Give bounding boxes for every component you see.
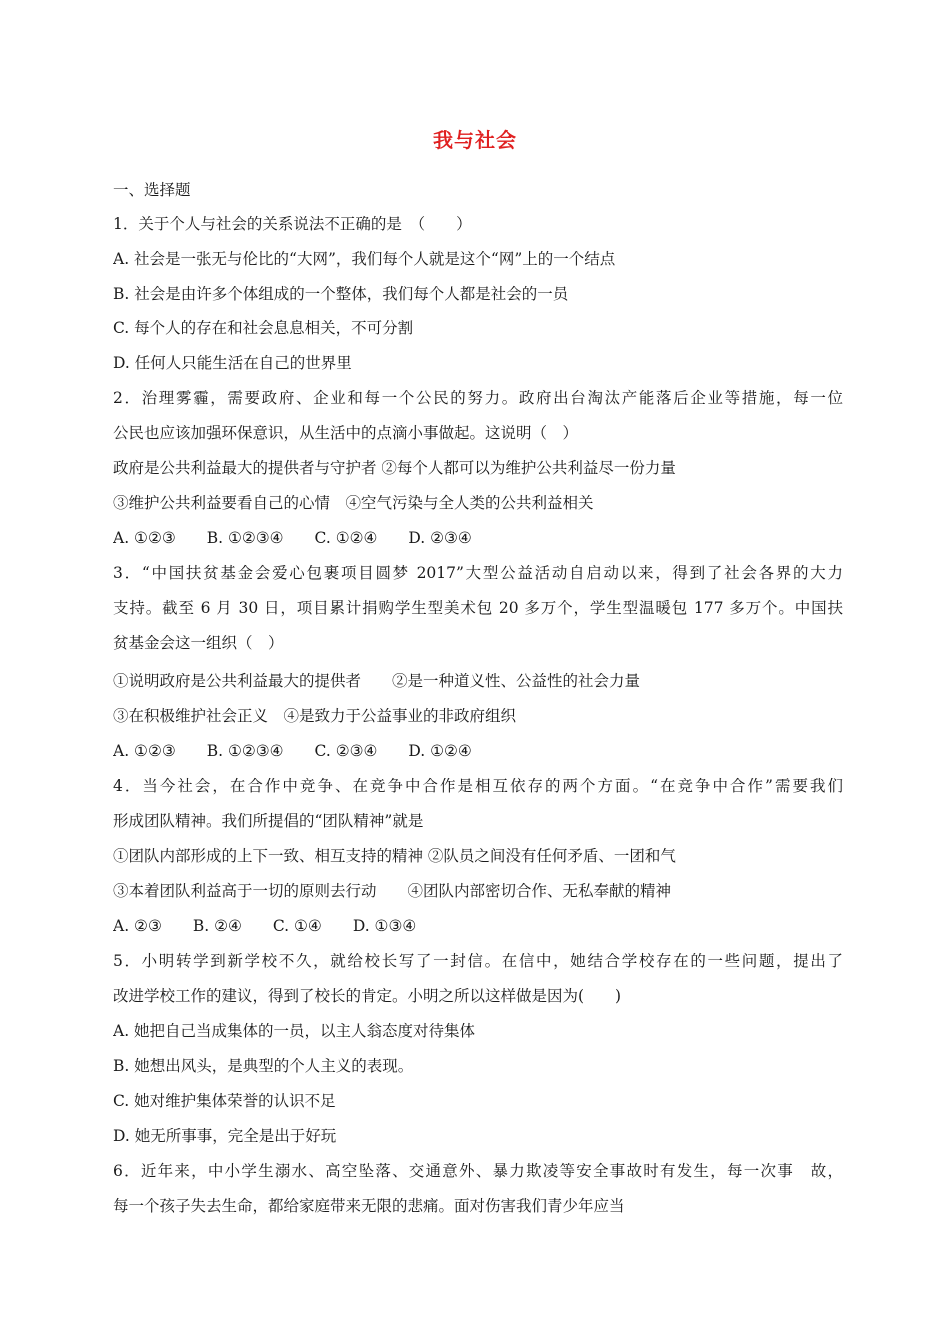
question-5-option-a: A. 她把自己当成集体的一员，以主人翁态度对待集体 [113,1022,476,1040]
question-5-option-d: D. 她无所事事，完全是出于好玩 [113,1127,337,1145]
question-5-stem-line-2: 改进学校工作的建议，得到了校长的肯定。小明之所以这样做是因为( ) [113,987,622,1005]
question-1-stem: 1．关于个人与社会的关系说法不正确的是 （ ） [113,215,472,233]
question-4-statement-1: ①团队内部形成的上下一致、相互支持的精神 ②队员之间没有任何矛盾、一团和气 [113,847,676,865]
question-1-option-b: B. 社会是由许多个体组成的一个整体，我们每个人都是社会的一员 [113,285,569,303]
question-3-statement-1: ①说明政府是公共利益最大的提供者 ②是一种道义性、公益性的社会力量 [113,672,641,690]
question-1-option-d: D. 任何人只能生活在自己的世界里 [113,354,352,372]
question-2-statement-1: 政府是公共利益最大的提供者与守护者 ②每个人都可以为维护公共利益尽一份力量 [113,459,676,477]
question-5-option-c: C. 她对维护集体荣誉的认识不足 [113,1092,336,1110]
question-6-stem-line-1: 6．近年来，中小学生溺水、高空坠落、交通意外、暴力欺凌等安全事故时有发生，每一次事 故， [113,1162,843,1180]
question-1-option-a: A. 社会是一张无与伦比的“大网”，我们每个人就是这个“网”上的一个结点 [113,250,616,268]
question-3-stem-line-3: 贫基金会这一组织（ ） [113,634,284,652]
question-5-stem-line-1: 5．小明转学到新学校不久，就给校长写了一封信。在信中，她结合学校存在的一些问题，提出了 [113,952,843,970]
question-2-options: A. ①②③ B. ①②③④ C. ①②④ D. ②③④ [113,529,472,547]
page-title: 我与社会 [433,128,517,152]
section-heading: 一、选择题 [113,181,191,199]
question-5-option-b: B. 她想出风头，是典型的个人主义的表现。 [113,1057,414,1075]
question-3-options: A. ①②③ B. ①②③④ C. ②③④ D. ①②④ [113,742,472,760]
question-4-stem-line-1: 4．当今社会，在合作中竞争、在竞争中合作是相互依存的两个方面。“在竞争中合作”需要我们 [113,777,843,795]
question-2-stem-line-1: 2．治理雾霾，需要政府、企业和每一个公民的努力。政府出台淘汰产能落后企业等措施，每一位 [113,389,843,407]
question-4-statement-2: ③本着团队利益高于一切的原则去行动 ④团队内部密切合作、无私奉献的精神 [113,882,672,900]
question-3-stem-line-2: 支持。截至 6 月 30 日，项目累计捐购学生型美术包 20 多万个，学生型温暖包 177 多万个。中国扶 [113,599,843,617]
question-4-options: A. ②③ B. ②④ C. ①④ D. ①③④ [113,917,417,935]
question-2-stem-line-2: 公民也应该加强环保意识，从生活中的点滴小事做起。这说明（ ） [113,424,579,442]
question-2-statement-2: ③维护公共利益要看自己的心情 ④空气污染与全人类的公共利益相关 [113,494,594,512]
question-4-stem-line-2: 形成团队精神。我们所提倡的“团队精神”就是 [113,812,424,830]
question-3-statement-2: ③在积极维护社会正义 ④是致力于公益事业的非政府组织 [113,707,517,725]
question-1-option-c: C. 每个人的存在和社会息息相关，不可分割 [113,319,414,337]
question-6-stem-line-2: 每一个孩子失去生命，都给家庭带来无限的悲痛。面对伤害我们青少年应当 [113,1197,625,1215]
question-3-stem-line-1: 3．“中国扶贫基金会爱心包裹项目圆梦 2017”大型公益活动自启动以来，得到了社会各界的大力 [113,564,843,582]
